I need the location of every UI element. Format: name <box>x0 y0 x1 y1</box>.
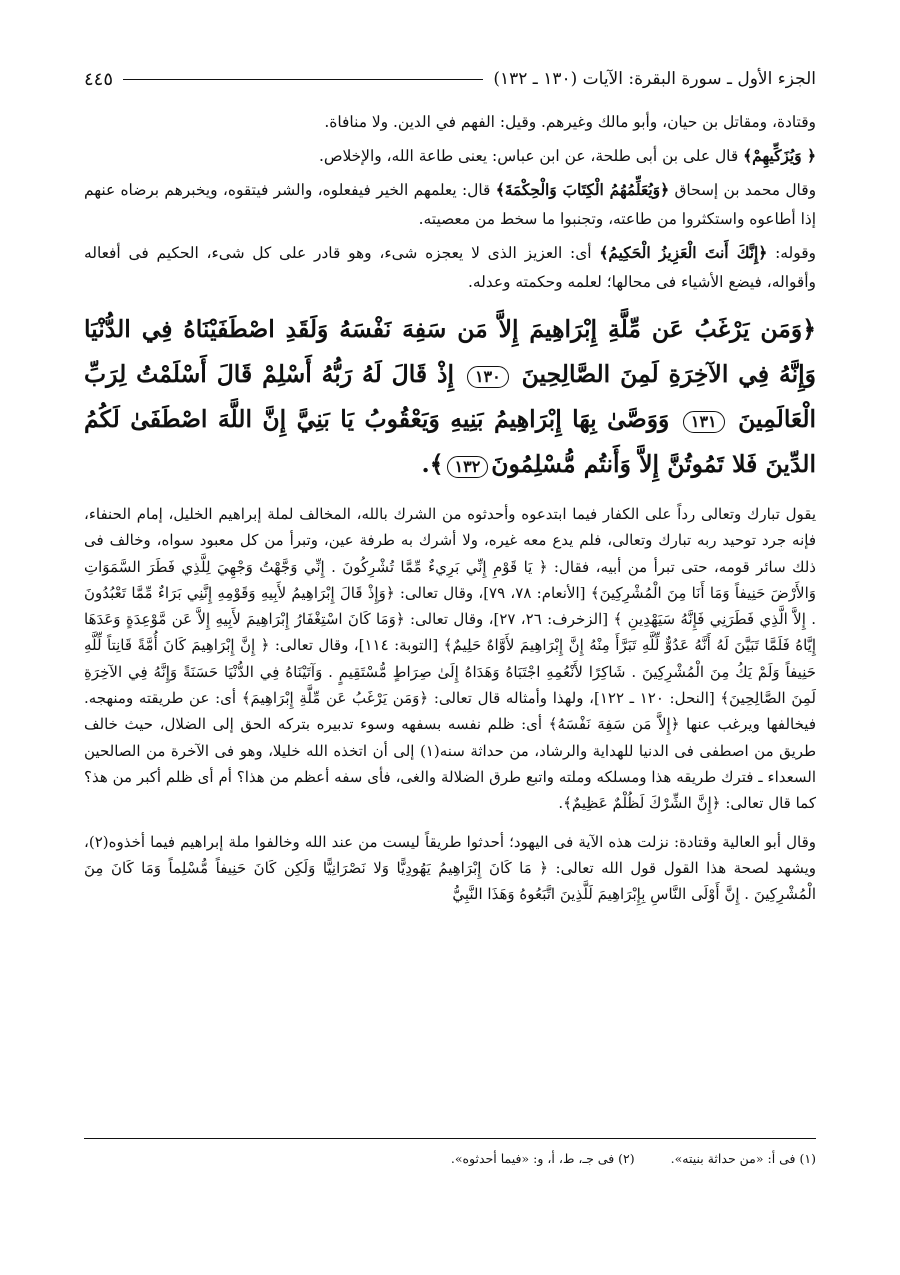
verse-block <box>84 307 816 487</box>
running-title: الجزء الأول ـ سورة البقرة: الآيات (١٣٠ ـ ١٣٢) <box>493 69 816 89</box>
quran-quote: ﴿وَيُعَلِّمُهُمُ الْكِتَابَ وَالْحِكْمَةَ﴾ <box>495 181 670 199</box>
verse-end: ﴾. <box>421 450 444 478</box>
verse-text: ﴿وَمَن يَرْغَبُ عَن مِّلَّةِ إِبْرَاهِيمَ إِلاَّ مَن سَفِهَ نَفْسَهُ وَلَقَدِ اصْطَفَيْنَاهُ فِي الدُّنْيَا وَإِنَّهُ فِي الآخِرَةِ لَمِنَ الصَّالِحِينَ <box>84 315 816 388</box>
page-body <box>84 108 816 907</box>
paragraph-4 <box>84 239 816 297</box>
paragraph-text: قال: يعلمهم الخير فيفعلوه، والشر فيتقوه، ويخبرهم برضاه عنهم إذا أطاعوه واستكثروا من طاعته، وتجنبوا ما سخط من معصيته. <box>84 181 816 228</box>
footnote-rule <box>84 1138 816 1139</box>
footnote-2: (٢) فى جـ، ط، أ، و: «فيما أحدثوه». <box>450 1151 635 1166</box>
verse-number: ١٣٠ <box>467 366 509 388</box>
paragraph-1: وقتادة، ومقاتل بن حيان، وأبو مالك وغيرهم. وقيل: الفهم في الدين. ولا منافاة. <box>324 113 816 131</box>
quran-quote: ﴿ وَيُزَكِّيهِمْ﴾ <box>743 147 816 165</box>
paragraph-text: وقال محمد بن إسحاق <box>669 181 816 199</box>
paragraph-2 <box>84 142 816 171</box>
commentary-2: وقال أبو العالية وقتادة: نزلت هذه الآية فى اليهود؛ أحدثوا طريقاً ليست من عند الله وخالفوا ملة إبراهيم فيما أخذوه(٢)، ويشهد لصحة هذا القول قول الله تعالى: ﴿ مَا كَانَ إِبْرَاهِيمُ يَهُودِيًّا وَلا نَصْرَانِيًّا وَلَكِن كَانَ حَنِيفاً مُّسْلِماً وَمَا كَانَ مِنَ الْمُشْرِكِينَ . إِنَّ أَوْلَى النَّاسِ بِإِبْرَاهِيمَ لَلَّذِينَ اتَّبَعُوهُ وَهَذَا النَّبِيُّ <box>84 832 816 904</box>
page-header <box>84 64 816 94</box>
footnotes <box>84 1150 816 1168</box>
header-rule <box>123 79 483 80</box>
verse-number: ١٣٢ <box>447 456 489 478</box>
quran-quote: ﴿إِنَّكَ أَنتَ الْعَزِيزُ الْحَكِيمُ﴾ <box>599 244 768 262</box>
verse-text: إِذْ قَالَ لَهُ رَبُّهُ أَسْلِمْ قَالَ أَسْلَمْتُ لِرَبِّ الْعَالَمِينَ <box>84 360 817 433</box>
paragraph-text: قال على بن أبى طلحة، عن ابن عباس: يعنى طاعة الله، والإخلاص. <box>318 147 744 165</box>
verse-number: ١٣١ <box>683 411 725 433</box>
page-number: ٤٤٥ <box>84 68 114 90</box>
paragraph-text: أى: العزيز الذى لا يعجزه شىء، وهو قادر على كل شىء، الحكيم فى أفعاله وأقواله، فيضع الأشياء فى محالها؛ لعلمه وحكمته وعدله. <box>84 244 816 291</box>
paragraph-text: وقوله: <box>767 244 816 262</box>
commentary-1: يقول تبارك وتعالى رداً على الكفار فيما ابتدعوه وأحدثوه من الشرك بالله، المخالف لملة إبراهيم الخليل، إمام الحنفاء، فإنه جرد توحيد ربه تبارك وتعالى، فلم يدع معه غيره، ولا أشرك به طرفة عين، وتبرأ من كل معبود سواه، وخالف فى ذلك سائر قومه، حتى تبرأ من أبيه، فقال: ﴿ يَا قَوْمِ إِنِّي بَرِيءٌ مِّمَّا تُشْرِكُونَ . إِنِّي وَجَّهْتُ وَجْهِيَ لِلَّذِي فَطَرَ السَّمَوَاتِ وَالأَرْضَ حَنِيفاً وَمَا أَنَا مِنَ الْمُشْرِكِينَ﴾ [الأنعام: ٧٨، ٧٩]، وقال تعالى: ﴿وَإِذْ قَالَ إِبْرَاهِيمُ لأَبِيهِ وَقَوْمِهِ إِنَّنِي بَرَاءٌ مِّمَّا تَعْبُدُونَ . إِلاَّ الَّذِي فَطَرَنِي فَإِنَّهُ سَيَهْدِينِ ﴾ [الزخرف: ٢٦، ٢٧]، وقال تعالى: ﴿وَمَا كَانَ اسْتِغْفَارُ إِبْرَاهِيمَ لأَبِيهِ إِلاَّ عَن مَّوْعِدَةٍ وَعَدَهَا إِيَّاهُ فَلَمَّا تَبَيَّنَ لَهُ أَنَّهُ عَدُوٌّ لِّلَّهِ تَبَرَّأَ مِنْهُ إِنَّ إِبْرَاهِيمَ لأَوَّاهٌ حَلِيمٌ﴾ [التوبة: ١١٤]، وقال تعالى: ﴿ إِنَّ إِبْرَاهِيمَ كَانَ أُمَّةً قَانِتاً لِّلَّهِ حَنِيفاً وَلَمْ يَكُ مِنَ الْمُشْرِكِينَ . شَاكِرًا لأَنْعُمِهِ اجْتَبَاهُ وَهَدَاهُ إِلَىٰ صِرَاطٍ مُّسْتَقِيمٍ . وَآتَيْنَاهُ فِي الدُّنْيَا حَسَنَةً وَإِنَّهُ فِي الآخِرَةِ لَمِنَ الصَّالِحِينَ﴾ [النحل: ١٢٠ ـ ١٢٢]، ولهذا وأمثاله قال تعالى: ﴿وَمَن يَرْغَبُ عَن مِّلَّةِ إِبْرَاهِيمَ﴾ أى: عن طريقته ومنهجه. فيخالفها ويرغب عنها ﴿إِلاَّ مَن سَفِهَ نَفْسَهُ﴾ أى: ظلم نفسه بسفهه وسوء تدبيره بتركه الحق إلى الضلال، حيث خالف طريق من اصطفى فى الدنيا للهداية والرشاد، من حداثة سنه(١) إلى أن اتخذه الله خليلا، وهو فى الآخرة من الصالحين السعداء ـ فترك طريقه هذا ومسلكه وملته واتبع طرق الضلالة والغى، فأى سفه أعظم من هذا؟ أم أى ظلم أكبر من هذ؟ كما قال تعالى: ﴿إِنَّ الشِّرْكَ لَظُلْمٌ عَظِيمٌ﴾. <box>84 505 817 813</box>
paragraph-3 <box>84 176 816 234</box>
verse-text: وَوَصَّىٰ بِهَا إِبْرَاهِيمُ بَنِيهِ وَيَعْقُوبُ يَا بَنِيَّ إِنَّ اللَّهَ اصْطَفَىٰ لَكُمُ الدِّينَ فَلا تَمُوتُنَّ إِلاَّ وَأَنتُم مُّسْلِمُونَ <box>84 405 816 478</box>
footnote-1: (١) فى أ: «من حداثة بنيته». <box>670 1151 816 1166</box>
